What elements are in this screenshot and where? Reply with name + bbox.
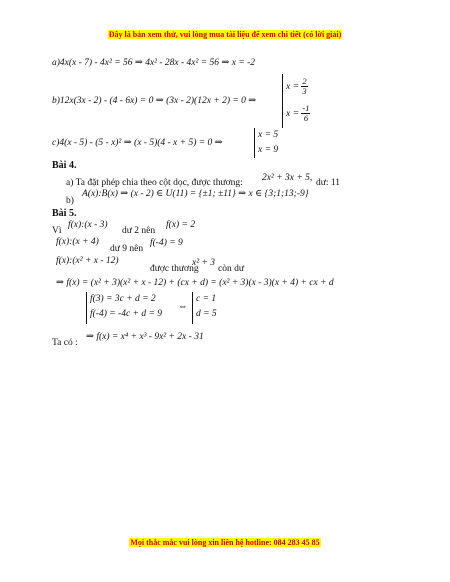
part-b-sol2-num: -1 (302, 103, 310, 114)
bai5-line3-end: còn dư (218, 264, 244, 274)
bai5-conclusion-prefix: Ta có : (52, 338, 78, 348)
bai5-line2-expr: f(x):(x + 4) (56, 237, 99, 247)
bai5-title: Bài 5. (52, 208, 77, 219)
part-b-solution-1 (286, 74, 310, 101)
hotline-notice-text: Mọi thắc mắc vui lòng xin liên hệ hotline: 084 283 45 85 (130, 538, 320, 547)
part-c-label: c) (52, 138, 60, 148)
part-b-expr: 12x(3x - 2) - (4 - 6x) = 0 ⇒ (3x - 2)(12x + 2) = 0 ⇒ (59, 96, 257, 106)
bai5-line1-prefix: Vì (52, 226, 62, 236)
part-b-label: b) (52, 96, 60, 106)
part-a-expr: 4x(x - 7) - 4x² = 56 ⇒ 4x² - 28x - 4x² = 56 ⇒ x = -2 (59, 58, 256, 68)
preview-notice-banner (0, 30, 450, 39)
part-c-line (52, 138, 223, 149)
preview-notice-text: Đây là bản xem thử, vui lòng mua tài liệu để xem chi tiết (có lời giải) (108, 30, 342, 39)
part-c-solution-2: x = 9 (258, 145, 279, 155)
bai4-a-text: Ta đặt phép chia theo cột dọc, được thương: (75, 178, 243, 188)
bai4-title: Bài 4. (52, 160, 77, 171)
bai4-b-expr: A(x):B(x) ⇒ (x - 2) ∈ U(11) = {±1; ±11} ⇒ x ∈ {3;1;13;-9} (82, 189, 309, 199)
part-c-solution-1: x = 5 (258, 130, 279, 140)
bai4-a-label: a) (66, 178, 74, 188)
bai5-condition-system (86, 292, 162, 324)
bai5-line3-quotient: x² + 3 (192, 258, 215, 268)
bai4-a-remainder: dư: 11 (316, 178, 341, 188)
bai5-equivalent-arrow: ⇔ (178, 302, 188, 312)
part-b-sol2-lhs: x = (286, 109, 300, 119)
bai4-b-label: b) (66, 196, 74, 206)
bai4-a-quotient: 2x² + 3x + 5, (262, 173, 313, 183)
bai5-line3-expr: f(x):(x² + x - 12) (56, 256, 119, 266)
bai5-line3-mid: được thương (150, 264, 199, 274)
bai5-condition-2: f(-4) = -4c + d = 9 (90, 309, 162, 319)
part-b-sol2-fraction (301, 104, 310, 123)
bai5-line1-result: f(x) = 2 (166, 220, 196, 230)
part-b-solution-system (282, 74, 310, 128)
part-b-sol2-den: 6 (303, 113, 309, 124)
bai4-a-line (66, 178, 243, 189)
bai5-line2-mid: dư 9 nên (110, 244, 144, 254)
bai5-condition-1: f(3) = 3c + d = 2 (90, 294, 156, 304)
part-b-line (52, 96, 256, 107)
part-b-solution-2 (286, 101, 310, 128)
part-b-sol1-den: 3 (302, 86, 307, 97)
bai5-result-c: c = 1 (196, 294, 217, 304)
part-b-sol1-fraction (301, 77, 307, 96)
part-b-sol1-num: 2 (302, 76, 307, 87)
part-a-label: a) (52, 58, 60, 68)
part-c-solution-system (254, 128, 278, 158)
bai5-conclusion-expr: ⇒ f(x) = x⁴ + x³ - 9x² + 2x - 31 (86, 332, 204, 342)
bai5-line1-expr: f(x):(x - 3) (68, 220, 108, 230)
hotline-notice-banner (0, 538, 450, 547)
part-b-sol1-lhs: x = (286, 82, 300, 92)
bai5-line1-mid: dư 2 nên (122, 226, 156, 236)
part-c-expr: 4(x - 5) - (5 - x)² ⇒ (x - 5)(4 - x + 5) = 0 ⇒ (59, 138, 223, 148)
bai5-result-system (192, 292, 217, 324)
bai5-line4-expr: ⇒ f(x) = (x² + 3)(x² + x - 12) + (cx + d) = (x² + 3)(x - 3)(x + 4) + cx + d (56, 278, 334, 288)
bai5-result-d: d = 5 (196, 309, 217, 319)
part-a-line (52, 58, 255, 69)
bai5-line2-result: f(-4) = 9 (150, 238, 183, 248)
